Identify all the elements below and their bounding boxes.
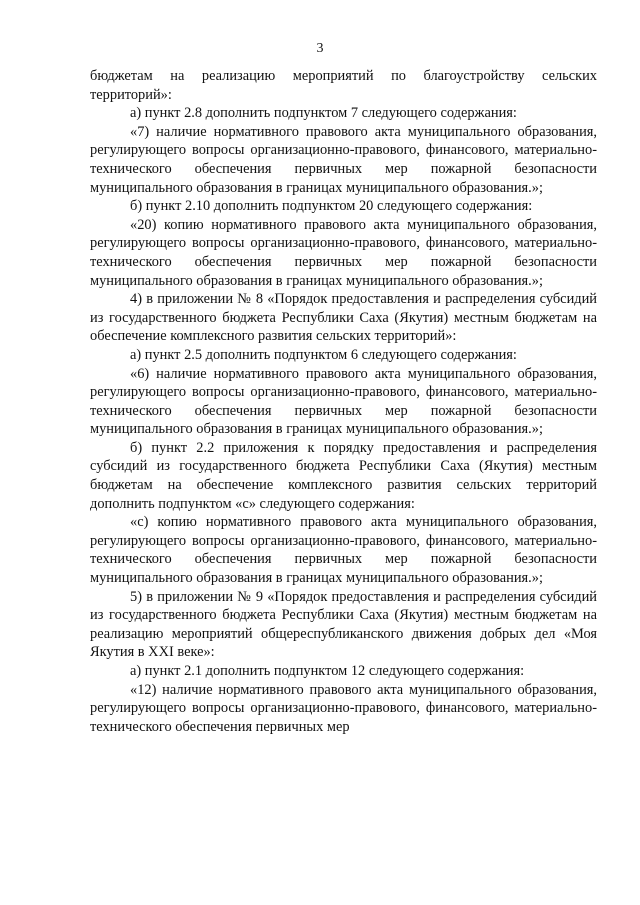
- document-body: [90, 67, 597, 736]
- paragraph-continuation: бюджетам на реализацию мероприятий по благоустройству сельских территорий»:: [90, 68, 597, 103]
- paragraph-item-a-2-8: а) пункт 2.8 дополнить подпунктом 7 следующего содержания:: [130, 105, 517, 122]
- paragraph-item-a-2-5: а) пункт 2.5 дополнить подпунктом 6 следующего содержания:: [130, 346, 517, 363]
- page-number: 3: [316, 41, 324, 56]
- paragraph-subitem-6: «6) наличие нормативного правового акта муниципального образования, регулирующего вопросы организационно-правового, финансового, материально-технического обеспечения первичных мер пожарной безопасности муниципального образования в границах муниципального образования.»;: [90, 365, 597, 438]
- paragraph-subitem-c: «с) копию нормативного правового акта муниципального образования, регулирующего вопросы организационно-правового, финансового, материально-технического обеспечения первичных мер пожарной безопасности муниципального образования в границах муниципального образования.»;: [90, 514, 597, 587]
- paragraph-item-b-2-10: б) пункт 2.10 дополнить подпунктом 20 следующего содержания:: [130, 198, 533, 215]
- paragraph-item-a-2-1: а) пункт 2.1 дополнить подпунктом 12 следующего содержания:: [130, 663, 525, 679]
- paragraph-item-4-appendix-8: 4) в приложении № 8 «Порядок предоставления и распределения субсидий из государственного бюджета Республики Саха (Якутия) местным бюджетам на обеспечение комплексного развития сельских территорий»:: [90, 291, 597, 345]
- paragraph-subitem-12: «12) наличие нормативного правового акта муниципального образования, регулирующего вопросы организационно-правового, финансового, материально-технического обеспечения первичных мер: [90, 681, 597, 735]
- paragraph-subitem-20: «20) копию нормативного правового акта муниципального образования, регулирующего вопросы организационно-правового, финансового, материально-технического обеспечения первичных мер пожарной безопасности муниципального образования в границах муниципального образования.»;: [90, 216, 597, 289]
- paragraph-item-5-appendix-9: 5) в приложении № 9 «Порядок предоставления и распределения субсидий из государственного бюджета Республики Саха (Якутия) местным бюджетам на реализацию мероприятий общереспубликанского движения добрых дел «Моя Якутия в XXI веке»:: [90, 588, 597, 661]
- paragraph-item-b-2-2: б) пункт 2.2 приложения к порядку предоставления и распределения субсидий из государственного бюджета Республики Саха (Якутия) местным бюджетам на обеспечение комплексного развития сельских территорий дополнить подпунктом «с» следующего содержания:: [90, 439, 597, 512]
- paragraph-subitem-7: «7) наличие нормативного правового акта муниципального образования, регулирующего вопросы организационно-правового, финансового, материально-технического обеспечения первичных мер пожарной безопасности муниципального образования в границах муниципального образования.»;: [90, 123, 597, 196]
